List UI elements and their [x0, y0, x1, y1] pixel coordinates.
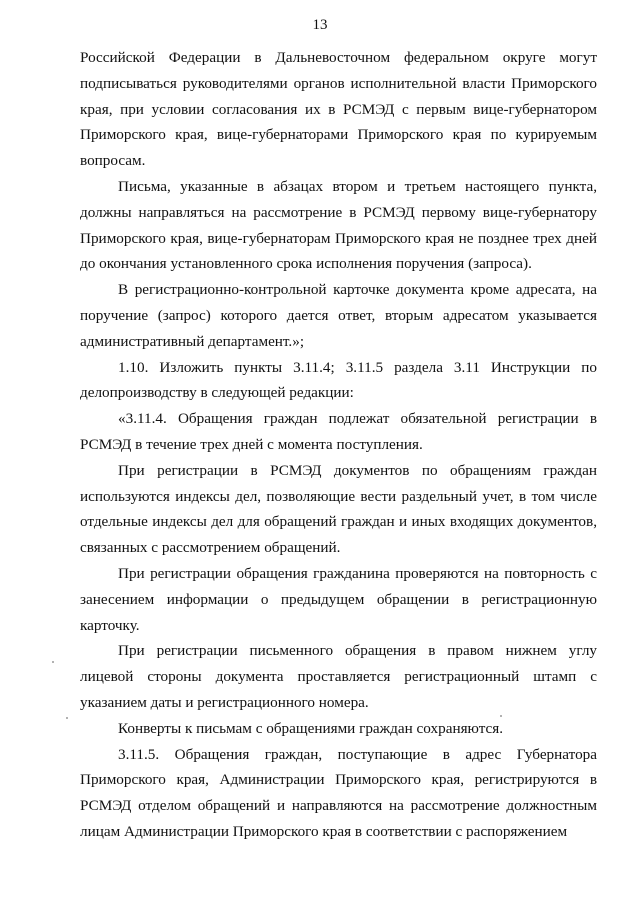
paragraph-repeat-check: При регистрации обращения гражданина проверяются на повторность с занесением информации о предыдущем обращении в регистрационную карточку.	[80, 564, 597, 634]
paragraph-registration-indexes: При регистрации в РСМЭД документов по обращениям граждан используются индексы дел, позволяющие вести раздельный учет, в том числе отдельные индексы дел для обращений граждан и иных входящих документов, связанных с рассмотрением обращений.	[80, 461, 597, 557]
paragraph-second-addressee: В регистрационно-контрольной карточке документа кроме адресата, на поручение (запрос) которого дается ответ, вторым адресатом указывается административный департамент.»;	[80, 281, 597, 350]
paragraph-item-3-11-4: «3.11.4. Обращения граждан подлежат обязательной регистрации в РСМЭД в течение трех дней с момента поступления.	[80, 410, 597, 453]
paragraph-continuation: Российской Федерации в Дальневосточном федеральном округе могут подписываться руководителями органов исполнительной власти Приморского края, при условии согласования их в РСМЭД с первым вице-губернатором Приморского края, вице-губернаторами Приморского края по курируемым вопросам.	[80, 49, 597, 170]
paragraph-item-3-11-5: 3.11.5. Обращения граждан, поступающие в адрес Губернатора Приморского края, Администрации Приморского края, регистрируются в РСМЭД отделом обращений и направляются на рассмотрение должностным лицам Администрации Приморского края в соответствии с распоряжением	[80, 745, 597, 840]
scan-artifact-dot	[52, 661, 54, 663]
document-body	[80, 45, 597, 845]
scan-artifact-dot	[66, 717, 68, 719]
paragraph-letters-deadline: Письма, указанные в абзацах втором и третьем настоящего пункта, должны направляться на рассмотрение в РСМЭД первому вице-губернатору Приморского края, вице-губернаторам Приморского края не позднее трех дней до окончания установленного срока исполнения поручения (запроса).	[80, 177, 597, 273]
paragraph-envelopes: Конверты к письмам с обращениями граждан сохраняются.	[118, 719, 504, 737]
paragraph-item-1-10: 1.10. Изложить пункты 3.11.4; 3.11.5 раздела 3.11 Инструкции по делопроизводству в следующей редакции:	[80, 358, 597, 402]
page-number: 13	[312, 17, 328, 33]
paragraph-stamp: При регистрации письменного обращения в правом нижнем углу лицевой стороны документа проставляется регистрационный штамп с указанием даты и регистрационного номера.	[80, 642, 597, 711]
scan-artifact-dot	[500, 715, 502, 717]
